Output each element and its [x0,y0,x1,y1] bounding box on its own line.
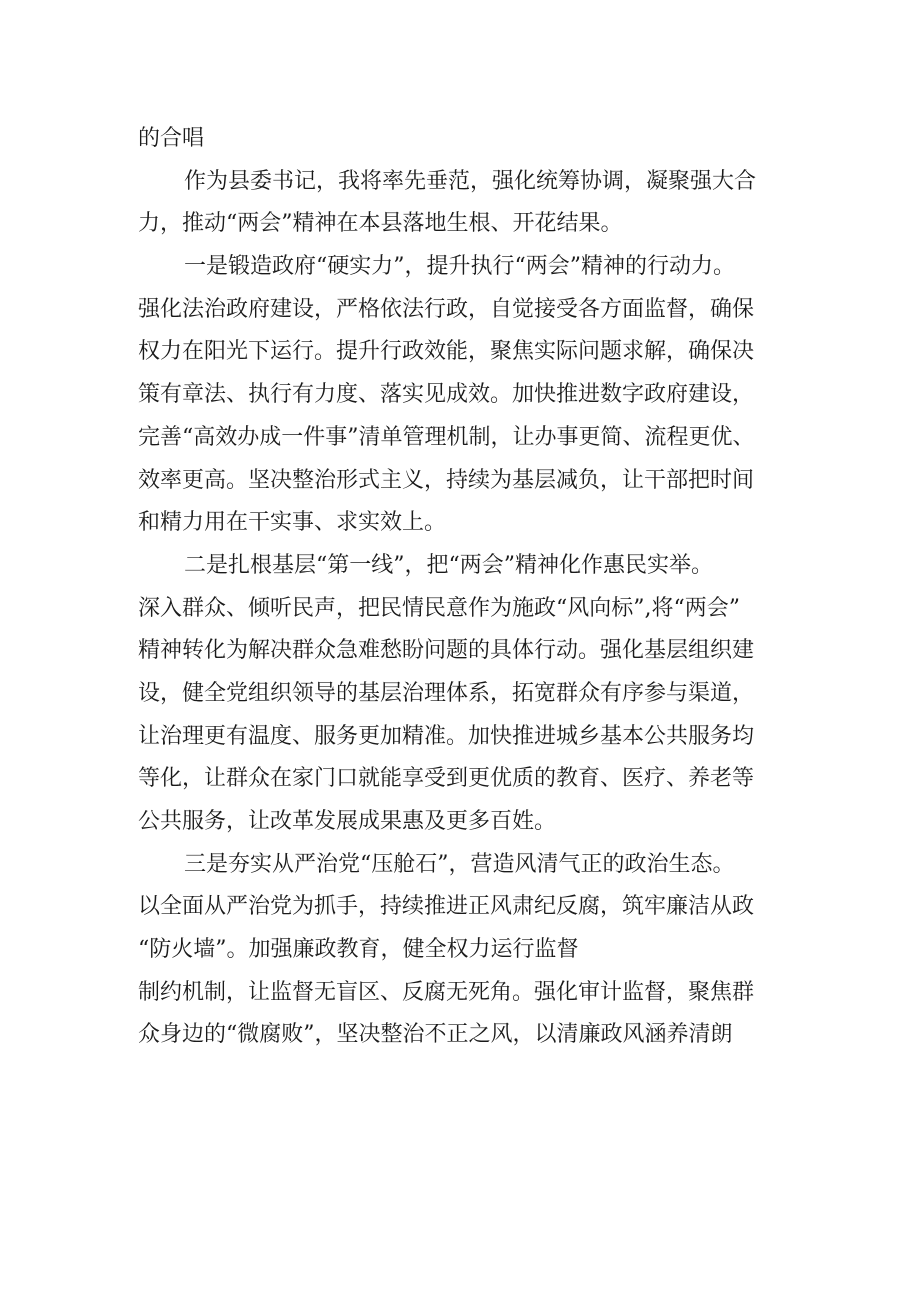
text-line: 等化，让群众在家门口就能享受到更优质的教育、医疗、养老等 [138,766,755,792]
text-line: 和精力用在干实事、求实效上。 [138,510,447,536]
text-line: 设，健全党组织领导的基层治理体系，拓宽群众有序参与渠道， [138,680,755,706]
text-line: 一是锻造政府“硬实力”，提升执行“两会”精神的行动力。 [184,254,735,280]
text-line: “防火墙”。加强廉政教育，健全权力运行监督 [138,937,579,963]
text-line: 深入群众、倾听民声，把民情民意作为施政“风向标”,将“两会” [138,595,740,621]
document-body [138,118,808,1057]
text-line: 公共服务，让改革发展成果惠及更多百姓。 [138,809,557,834]
text-line: 以全面从严治党为抓手，持续推进正风肃纪反腐，筑牢廉洁从政 [138,894,755,920]
text-line: 效率更高。坚决整治形式主义，持续为基层减负，让干部把时间 [138,467,755,493]
text-line: 完善“高效办成一件事”清单管理机制，让办事更简、流程更优、 [138,424,755,450]
text-line: 精神转化为解决群众急难愁盼问题的具体行动。强化基层组织建 [138,638,755,664]
text-line: 二是扎根基层“第一线”，把“两会”精神化作惠民实举。 [184,552,713,578]
text-line: 强化法治政府建设，严格依法行政，自觉接受各方面监督，确保 [138,296,755,322]
text-line: 制约机制，让监督无盲区、反腐无死角。强化审计监督，聚焦群 [138,979,755,1005]
text-line: 力，推动“两会”精神在本县落地生根、开花结果。 [138,211,623,237]
text-line: 策有章法、执行有力度、落实见成效。加快推进数字政府建设， [138,382,755,408]
text-line: 众身边的“微腐败”，坚决整治不正之风，以清廉政风涵养清朗 [138,1022,733,1048]
text-line: 让治理更有温度、服务更加精准。加快推进城乡基本公共服务均 [138,723,755,749]
text-line: 作为县委书记，我将率先垂范，强化统筹协调，凝聚强大合 [184,168,757,194]
text-line: 的合唱 [138,126,205,151]
text-line: 三是夯实从严治党“压舱石”，营造风清气正的政治生态。 [184,851,735,877]
text-line: 权力在阳光下运行。提升行政效能，聚焦实际问题求解，确保决 [138,339,755,365]
